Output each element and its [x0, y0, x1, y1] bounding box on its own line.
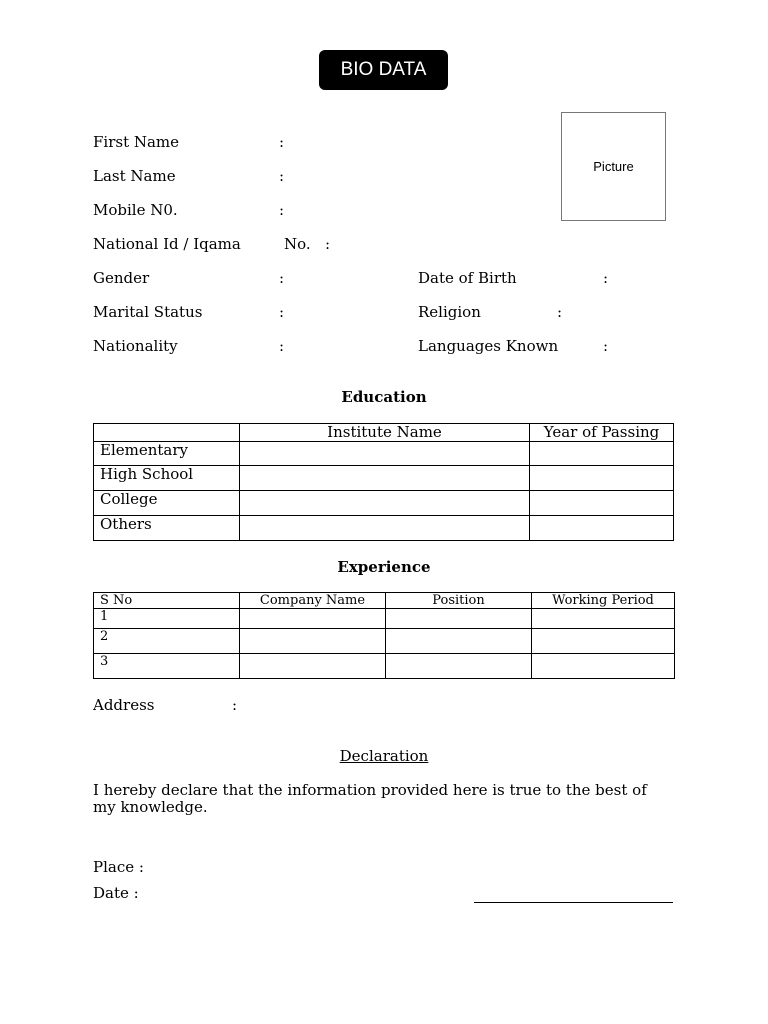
languages-label: Languages Known: [418, 337, 559, 355]
table-row: [94, 609, 675, 629]
national-id-colon: :: [325, 235, 331, 253]
national-id-no-label: No.: [284, 235, 311, 253]
experience-header-period: Working Period: [532, 593, 675, 609]
period-cell[interactable]: [532, 609, 675, 629]
position-cell[interactable]: [386, 629, 532, 654]
religion-label: Religion: [418, 303, 481, 321]
address-colon: :: [232, 696, 238, 714]
education-header-blank: [94, 424, 240, 442]
position-cell[interactable]: [386, 609, 532, 629]
education-level: College: [94, 491, 240, 516]
signature-line: [474, 902, 673, 903]
company-cell[interactable]: [240, 609, 386, 629]
declaration-heading: Declaration: [339, 747, 429, 765]
date-of-birth-label: Date of Birth: [418, 269, 517, 287]
marital-status-label: Marital Status: [93, 303, 203, 321]
education-header-row: [94, 424, 674, 442]
page-title: BIO DATA: [319, 50, 448, 90]
serial-number: 2: [94, 629, 240, 654]
period-cell[interactable]: [532, 654, 675, 679]
last-name-label: Last Name: [93, 167, 176, 185]
experience-header-sno: S No: [94, 593, 240, 609]
education-table: [93, 423, 674, 541]
table-row: [94, 629, 675, 654]
place-label: Place :: [93, 858, 144, 876]
declaration-line-1: I hereby declare that the information provided here is true to the best of: [93, 781, 647, 799]
institute-cell[interactable]: [240, 491, 530, 516]
experience-header-row: [94, 593, 675, 609]
national-id-label: National Id / Iqama: [93, 235, 241, 253]
table-row: [94, 654, 675, 679]
year-cell[interactable]: [530, 491, 674, 516]
first-name-colon: :: [279, 133, 285, 151]
last-name-colon: :: [279, 167, 285, 185]
company-cell[interactable]: [240, 629, 386, 654]
experience-header-company: Company Name: [240, 593, 386, 609]
serial-number: 3: [94, 654, 240, 679]
languages-colon: :: [603, 337, 609, 355]
education-header-institute: Institute Name: [240, 424, 530, 442]
table-row: [94, 466, 674, 491]
institute-cell[interactable]: [240, 516, 530, 541]
gender-colon: :: [279, 269, 285, 287]
education-level: Elementary: [94, 442, 240, 466]
education-heading: Education: [341, 388, 427, 406]
table-row: [94, 491, 674, 516]
date-label: Date :: [93, 884, 139, 902]
religion-colon: :: [557, 303, 563, 321]
institute-cell[interactable]: [240, 466, 530, 491]
nationality-label: Nationality: [93, 337, 178, 355]
picture-label: Picture: [593, 159, 634, 174]
year-cell[interactable]: [530, 442, 674, 466]
experience-table: [93, 592, 675, 679]
institute-cell[interactable]: [240, 442, 530, 466]
company-cell[interactable]: [240, 654, 386, 679]
position-cell[interactable]: [386, 654, 532, 679]
marital-status-colon: :: [279, 303, 285, 321]
mobile-label: Mobile N0.: [93, 201, 178, 219]
mobile-colon: :: [279, 201, 285, 219]
year-cell[interactable]: [530, 466, 674, 491]
education-header-year: Year of Passing: [530, 424, 674, 442]
period-cell[interactable]: [532, 629, 675, 654]
year-cell[interactable]: [530, 516, 674, 541]
table-row: [94, 516, 674, 541]
declaration-line-2: my knowledge.: [93, 798, 208, 816]
picture-placeholder: [561, 112, 666, 221]
table-row: [94, 442, 674, 466]
education-level: Others: [94, 516, 240, 541]
date-of-birth-colon: :: [603, 269, 609, 287]
first-name-label: First Name: [93, 133, 180, 151]
experience-header-position: Position: [386, 593, 532, 609]
education-level: High School: [94, 466, 240, 491]
address-label: Address: [93, 696, 155, 714]
experience-heading: Experience: [337, 558, 431, 576]
nationality-colon: :: [279, 337, 285, 355]
gender-label: Gender: [93, 269, 150, 287]
serial-number: 1: [94, 609, 240, 629]
